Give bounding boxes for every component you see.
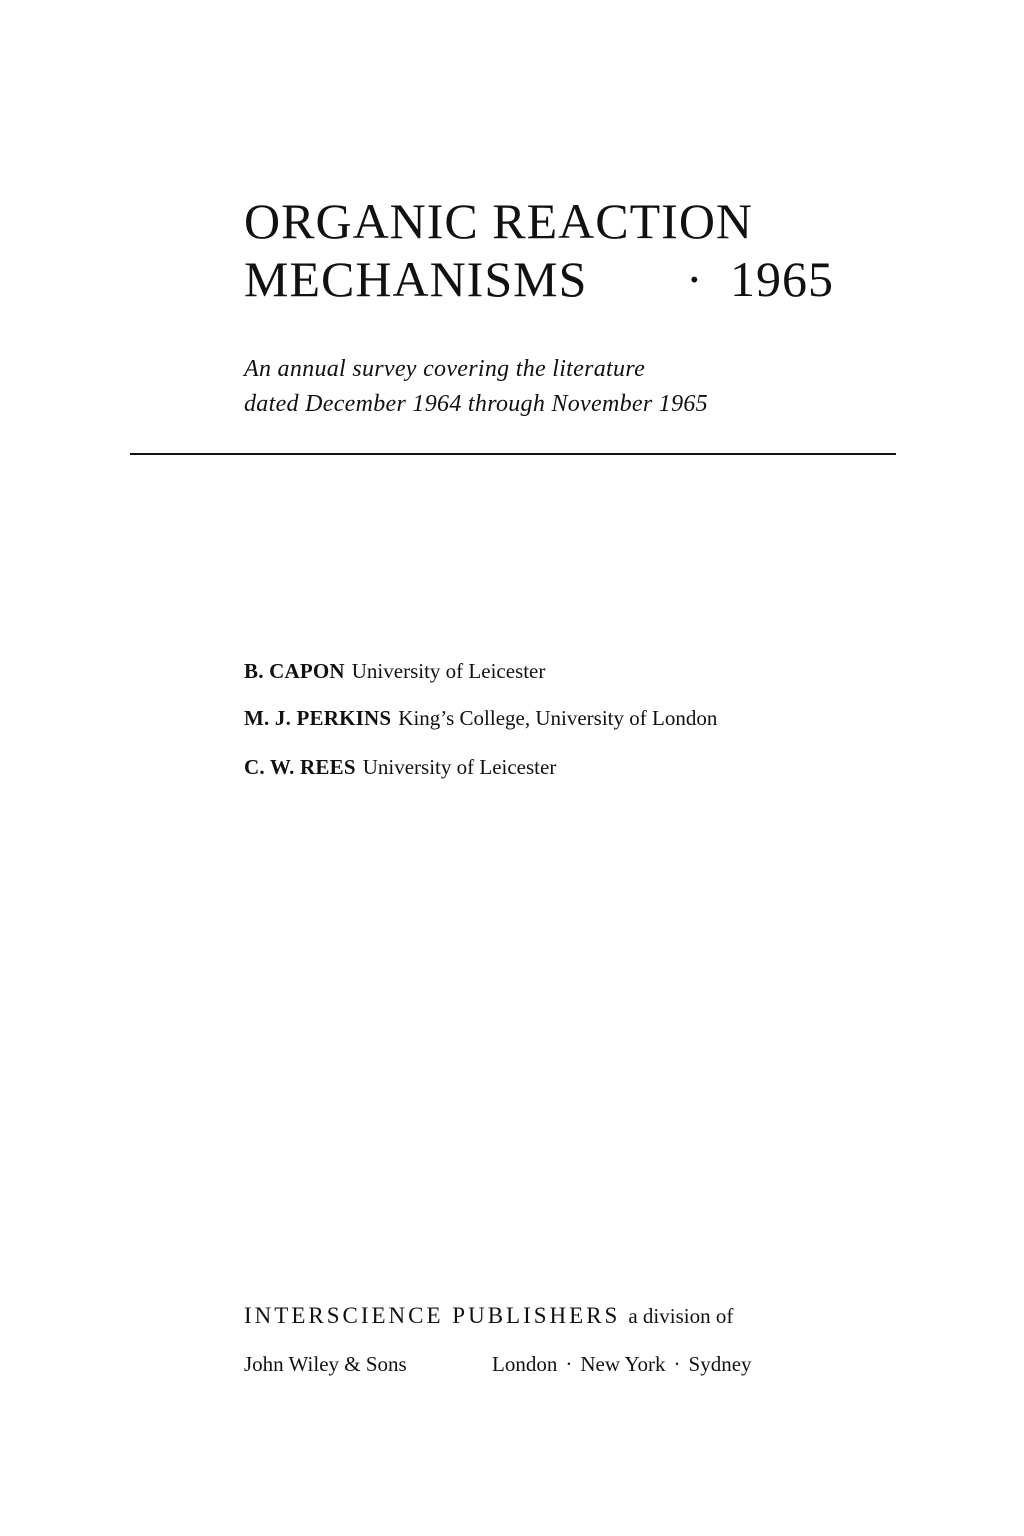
- city-london: London: [492, 1352, 558, 1376]
- publisher-company: John Wiley & Sons: [244, 1352, 407, 1376]
- author-entry: [244, 708, 717, 729]
- author-affiliation: King’s College, University of London: [398, 706, 718, 730]
- horizontal-rule-divider: [130, 453, 896, 455]
- author-name: B. CAPON: [244, 659, 345, 683]
- title-line-1: ORGANIC REACTION: [244, 193, 754, 249]
- subtitle-line-1: An annual survey covering the literature: [244, 356, 646, 382]
- author-entry: [244, 757, 556, 778]
- title-year: 1965: [730, 251, 834, 307]
- author-name: C. W. REES: [244, 755, 356, 779]
- publisher-division-text: a division of: [628, 1304, 734, 1328]
- author-affiliation: University of Leicester: [351, 659, 546, 683]
- author-entry: [244, 661, 545, 682]
- imprint-line: [244, 1354, 752, 1375]
- city-separator: ·: [673, 1352, 681, 1376]
- city-separator: ·: [565, 1352, 573, 1376]
- title-line-2: MECHANISMS: [244, 251, 588, 307]
- publisher-name: INTERSCIENCE PUBLISHERS: [244, 1303, 621, 1328]
- subtitle-line-2: dated December 1964 through November 1965: [244, 391, 708, 417]
- city-sydney: Sydney: [688, 1352, 752, 1376]
- publisher-line: [244, 1304, 733, 1327]
- author-affiliation: University of Leicester: [362, 755, 557, 779]
- city-new-york: New York: [580, 1352, 666, 1376]
- title-separator-dot: ·: [686, 251, 703, 307]
- author-name: M. J. PERKINS: [244, 706, 392, 730]
